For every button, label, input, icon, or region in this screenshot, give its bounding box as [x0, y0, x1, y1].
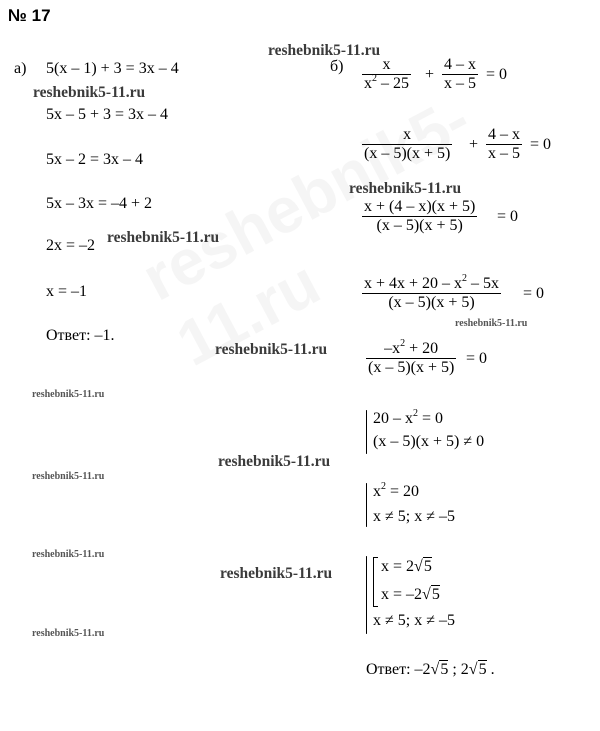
watermark-b-row3: reshebnik5-11.ru: [349, 180, 462, 197]
part-a-label: а): [14, 60, 27, 77]
system-2-line-1: $x^2 = 20$: [373, 481, 420, 500]
b-row2-fraction-1-den: (x – 5)(x + 5): [364, 145, 451, 162]
part-a-step-5: x = –1: [46, 283, 88, 300]
watermark-top: reshebnik5-11.ru: [268, 42, 381, 59]
b-row1-fraction-1-den: $x^2 - 25$: [364, 73, 409, 92]
b-row2-fraction-2: [486, 126, 522, 163]
part-a-step-2: 5x – 2 = 3x – 4: [46, 151, 144, 168]
b-row2-fraction-1-num: x: [403, 126, 412, 143]
watermark-side-1: reshebnik5-11.ru: [32, 389, 105, 400]
watermark-b-sys1: reshebnik5-11.ru: [218, 453, 331, 470]
watermark-b-row5: reshebnik5-11.ru: [215, 341, 328, 358]
b-row1-fraction-1-num: x: [382, 56, 391, 73]
b-row3-equals-zero: = 0: [497, 208, 519, 225]
b-row4-den: (x – 5)(x + 5): [362, 293, 501, 312]
system-3-bracket: [373, 557, 378, 607]
system-1-brace: [366, 410, 367, 454]
b-row3-num: x + (4 – x)(x + 5): [364, 198, 476, 215]
part-a-answer: Ответ: –1.: [46, 327, 115, 344]
watermark-side-2: reshebnik5-11.ru: [32, 471, 105, 482]
system-2-line-2: x ≠ 5; x ≠ –5: [373, 508, 456, 525]
b-row5-fraction: [366, 340, 456, 377]
watermark-left-a: reshebnik5-11.ru: [33, 84, 146, 101]
b-row1-equals-zero: = 0: [486, 66, 508, 83]
problem-number: № 17: [8, 6, 51, 25]
watermark-side-3: reshebnik5-11.ru: [32, 549, 105, 560]
b-row2-fraction-2-den: x – 5: [488, 145, 520, 162]
system-2-brace: [366, 483, 367, 527]
b-row4-equals-zero: = 0: [523, 285, 545, 302]
system-3-brace: [366, 556, 367, 634]
b-row1-fraction-1: [362, 56, 411, 93]
system-3-line-3: x ≠ 5; x ≠ –5: [373, 612, 456, 629]
part-a-step-3: 5x – 3x = –4 + 2: [46, 195, 153, 212]
b-row2-plus: +: [469, 136, 479, 153]
part-a-equation: 5(x – 1) + 3 = 3x – 4: [46, 60, 179, 77]
b-row1-plus: +: [425, 66, 435, 83]
b-row3-fraction: [362, 198, 477, 235]
b-row4-num: $x + 4x + 20 - x^2 - 5x$: [364, 273, 500, 292]
part-b-answer: Ответ: –2√5 ; 2√5 .: [366, 661, 495, 678]
b-row4-fraction: [362, 275, 501, 312]
part-b-label: б): [330, 58, 344, 75]
b-row1-fraction-2-den: x – 5: [444, 75, 476, 92]
part-a-step-4: 2x = –2: [46, 237, 96, 254]
system-3-line-1: x = 2√5: [381, 558, 432, 575]
b-row1-fraction-2-num: 4 – x: [444, 56, 476, 73]
b-row1-fraction-2: [442, 56, 478, 93]
watermark-b-sys3: reshebnik5-11.ru: [220, 565, 333, 582]
part-a-step-1: 5x – 5 + 3 = 3x – 4: [46, 106, 169, 123]
b-row5-num: $-x^2 + 20$: [384, 338, 439, 357]
system-3-line-2: x = –2√5: [381, 586, 440, 603]
b-row3-den: (x – 5)(x + 5): [362, 216, 477, 235]
b-row5-den: (x – 5)(x + 5): [368, 359, 455, 376]
watermark-side-4: reshebnik5-11.ru: [32, 628, 105, 639]
watermark-mid-a: reshebnik5-11.ru: [107, 229, 220, 246]
b-row5-equals-zero: = 0: [466, 350, 488, 367]
b-row2-fraction-1: [362, 126, 452, 163]
b-row2-equals-zero: = 0: [530, 136, 552, 153]
watermark-b-row4: reshebnik5-11.ru: [455, 318, 528, 329]
system-1-line-2: (x – 5)(x + 5) ≠ 0: [373, 433, 485, 450]
b-row2-fraction-2-num: 4 – x: [488, 126, 520, 143]
system-1-line-1: $20 - x^2 = 0$: [373, 408, 444, 427]
